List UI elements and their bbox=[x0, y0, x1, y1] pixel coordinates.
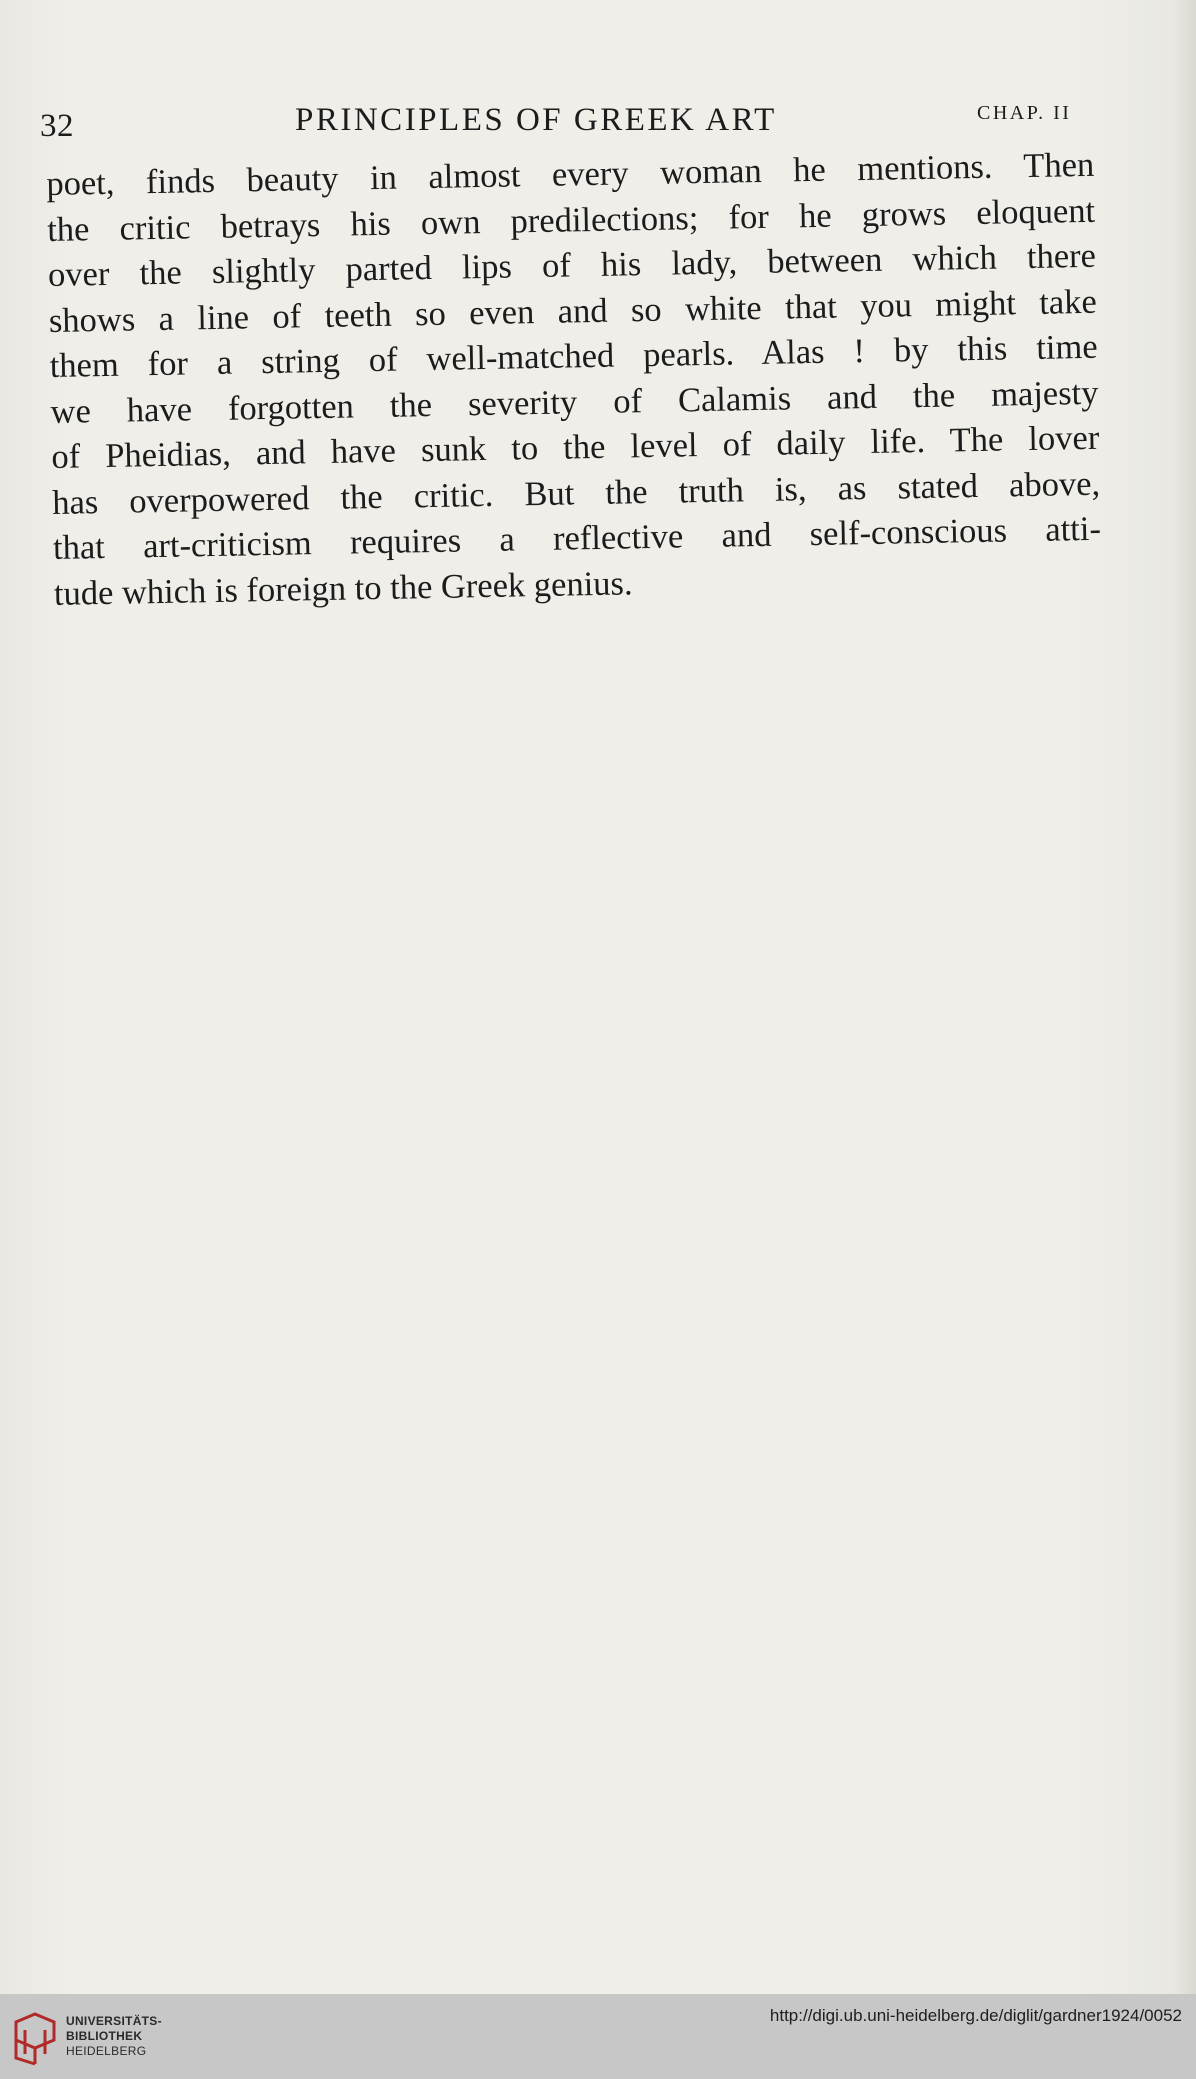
footer-bar bbox=[0, 1994, 1196, 2079]
page-edge-shadow bbox=[1174, 0, 1196, 1994]
source-url-link[interactable]: http://digi.ub.uni-heidelberg.de/diglit/gardner1924/0052 bbox=[769, 2006, 1182, 2025]
library-name-line: HEIDELBERG bbox=[66, 2044, 147, 2058]
text-line: that art-criticism requires a reflective and self-conscious atti- bbox=[52, 509, 1102, 567]
running-title: PRINCIPLES OF GREEK ART bbox=[295, 102, 777, 138]
library-name bbox=[66, 2014, 162, 2059]
chapter-label: CHAP. II bbox=[977, 102, 1072, 124]
text-line: them for a string of well-matched pearls. Alas ! by this time bbox=[49, 327, 1098, 385]
text-line: has overpowered the critic. But the truth is, as stated above, bbox=[51, 464, 1101, 522]
text-line: poet, finds beauty in almost every woman he mentions. Then bbox=[46, 145, 1095, 203]
library-name-line: UNIVERSITÄTS- bbox=[66, 2014, 162, 2028]
text-line: of Pheidias, and have sunk to the level of daily life. The lover bbox=[51, 418, 1100, 476]
text-line: we have forgotten the severity of Calamis and the majesty bbox=[50, 373, 1099, 431]
text-line: shows a line of teeth so even and so white that you might take bbox=[48, 282, 1098, 340]
library-name-line: BIBLIOTHEK bbox=[66, 2029, 143, 2043]
text-line: tude which is foreign to the Greek genius. bbox=[53, 563, 633, 613]
running-head bbox=[40, 98, 1090, 148]
text-line: over the slightly parted lips of his lady, between which there bbox=[47, 236, 1097, 294]
university-library-logo-icon bbox=[12, 2010, 58, 2066]
body-paragraph bbox=[46, 143, 1102, 617]
text-line: the critic betrays his own predilections; for he grows eloquent bbox=[46, 191, 1096, 249]
page-number: 32 bbox=[40, 108, 74, 144]
